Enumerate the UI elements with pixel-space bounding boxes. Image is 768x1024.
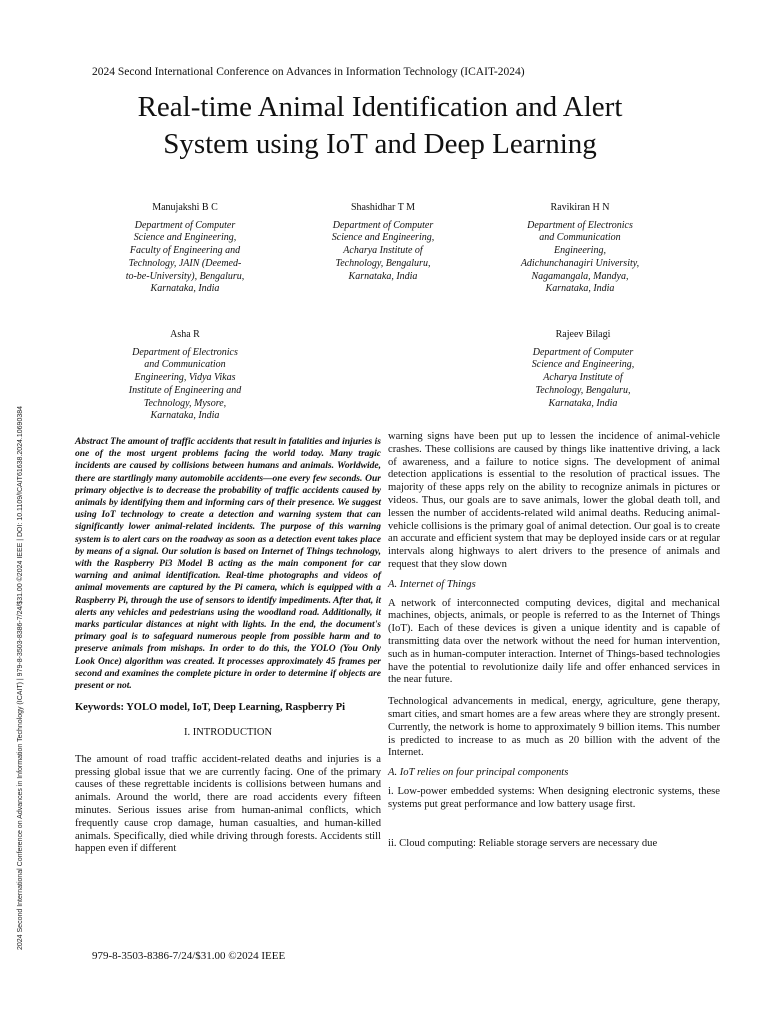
author-affiliation: [508, 347, 658, 411]
affiliation-line: Department of Electronics: [527, 219, 633, 231]
affiliation-line: Technology, Bengaluru,: [335, 257, 431, 269]
affiliation-line: Karnataka, India: [150, 283, 220, 295]
affiliation-line: to-be-University), Bengaluru,: [125, 270, 245, 282]
section-heading-introduction: I. INTRODUCTION: [183, 727, 273, 739]
body-paragraph: A network of interconnected computing devices, digital and mechanical machines, objects, animals, or people is referred to as the Internet of Things (IoT). Each of these devices is given a unique identity and is capable of transmitting data over the network without the need for human intervention, such as in human-computer interaction. Internet of Things-based technologies have the potential to revolutionize daily life and offer enhanced services in the near future.: [388, 597, 720, 686]
affiliation-line: Institute of Engineering and: [128, 384, 242, 396]
keywords: Keywords: YOLO model, IoT, Deep Learning, Raspberry Pi: [75, 702, 346, 714]
author-block: [110, 202, 260, 296]
affiliation-line: Science and Engineering,: [133, 232, 237, 244]
affiliation-line: Engineering, Vidya Vikas: [134, 372, 236, 384]
affiliation-line: Engineering,: [554, 245, 606, 257]
author-block: [308, 202, 458, 283]
author-affiliation: [110, 220, 260, 296]
author-name: Ravikiran H N: [550, 202, 610, 213]
affiliation-line: Karnataka, India: [348, 270, 418, 282]
subsection-heading-components: A. IoT relies on four principal components: [388, 767, 569, 779]
affiliation-line: Department of Computer: [532, 346, 634, 358]
affiliation-line: Technology, JAIN (Deemed-: [128, 257, 242, 269]
intro-paragraph: The amount of road traffic accident-related deaths and injuries is a pressing global issue that we are currently facing. One of the primary causes of these regrettable incidents is collisions between humans and animals. Around the world, there are road accidents every fifteen minutes. Serious issues arise from human-animal conflicts, which frequently cause crop damage, human casualties, and human-killed animals. Specifically, died while driving through forests. Accidents still happen even if different: [75, 753, 381, 855]
title-line-1: Real-time Animal Identification and Alert: [137, 91, 623, 123]
affiliation-line: Karnataka, India: [548, 397, 618, 409]
right-column: [388, 431, 720, 850]
author-name: Rajeev Bilagi: [555, 329, 611, 340]
author-block: [110, 329, 260, 423]
left-column: [75, 436, 381, 856]
affiliation-line: Department of Electronics: [132, 346, 238, 358]
affiliation-line: Science and Engineering,: [331, 232, 435, 244]
copyright-footer: 979-8-3503-8386-7/24/$31.00 ©2024 IEEE: [92, 950, 286, 962]
paper-title: [60, 89, 700, 163]
title-line-2: System using IoT and Deep Learning: [163, 128, 597, 160]
body-paragraph: ii. Cloud computing: Reliable storage servers are necessary due: [388, 837, 658, 849]
body-paragraph: warning signs have been put up to lessen the incidence of animal-vehicle crashes. These collisions are caused by things like inattentive driving, a lack of awareness, and a failure to notice signs. The development of animal detection applications is essential to the resolution of practical issues. The majority of these apps rely on the ability to recognize animals in pictures or videos. Thus, our goals are to save animals, lower the global death toll, and lessen the number of accidents-related wild animal deaths. Reducing animal-vehicle collisions is the primary goal of animal detection. Our goal is to create an accurate and efficient system that may be deployed inside cars or at regular intervals along highways to alert drivers to the presence of animals and request that they slow down: [388, 431, 720, 570]
author-block: [508, 329, 658, 410]
affiliation-line: Nagamangala, Mandya,: [531, 270, 629, 282]
affiliation-line: Adichunchanagiri University,: [520, 257, 640, 269]
conference-header: 2024 Second International Conference on Advances in Information Technology (ICAIT-2024): [92, 66, 525, 78]
affiliation-line: and Communication: [539, 232, 621, 244]
abstract: Abstract The amount of traffic accidents that result in fatalities and injuries is one of the most urgent problems facing the world today. Many tragic incidents are caused by collisions between humans and animals. Worldwide, there are startlingly many automobile accidents—one every few seconds. Our primary objective is to decrease the probability of traffic accidents caused by animals by identifying them and informing cars of their presence. We suggest using IoT technology to create a detection and warning system that can significantly lower animal-related incidents. The purpose of this warning system is to alert cars on the roadway as soon as a detection event takes place by means of a signal. Our solution is based on Internet of Things technology, with the Raspberry Pi3 Model B acting as the main component for car warning and animal identification. Real-time photographs and videos of animal movements are captured by the Pi camera, which is equipped with a Raspberry Pi, through the use of sensors to identify impediments. After that, it alerts any vehicles and pedestrians using the woodland road. Additionally, it marks particular distances at night with lights. In the end, the document's primary goal is to safeguard numerous people from possible harm and to preserve animals from mishaps. In order to do this, the YOLO (You Only Look Once) algorithm was created. It processes approximately 45 frames per second and examines the complete picture in order to determine if objects are present or not.: [75, 437, 381, 692]
body-paragraph: i. Low-power embedded systems: When designing electronic systems, these systems put great performance and low battery usage first.: [388, 785, 720, 810]
author-affiliation: [500, 220, 660, 296]
author-block: [500, 202, 660, 296]
affiliation-line: Department of Computer: [134, 219, 236, 231]
author-affiliation: [308, 220, 458, 284]
affiliation-line: Science and Engineering,: [531, 359, 635, 371]
affiliation-line: Karnataka, India: [545, 283, 615, 295]
author-affiliation: [110, 347, 260, 423]
affiliation-line: and Communication: [144, 359, 226, 371]
affiliation-line: Department of Computer: [332, 219, 434, 231]
affiliation-line: Acharya Institute of: [343, 245, 423, 257]
affiliation-line: Faculty of Engineering and: [129, 245, 241, 257]
author-name: Asha R: [170, 329, 200, 340]
author-name: Manujakshi B C: [152, 202, 218, 213]
affiliation-line: Acharya Institute of: [543, 372, 623, 384]
body-paragraph: Technological advancements in medical, energy, agriculture, gene therapy, smart cities, and smart homes are a few areas where they are strongly present. Currently, the network is home to approximately 9 billion items. This number is predicted to increase to as much as 20 billion with the advent of the Internet.: [388, 696, 720, 759]
subsection-heading-iot: A. Internet of Things: [388, 578, 476, 590]
affiliation-line: Karnataka, India: [150, 410, 220, 422]
side-margin-doi: 2024 Second International Conference on Advances in Information Technology (ICAIT) | 979-8-3503-8386-7/24/$31.00 ©2024 IEEE | DOI: 10.1109/ICAIT61638.2024.10690384: [17, 405, 24, 950]
affiliation-line: Technology, Bengaluru,: [535, 384, 631, 396]
author-name: Shashidhar T M: [350, 202, 416, 213]
affiliation-line: Technology, Mysore,: [143, 397, 227, 409]
